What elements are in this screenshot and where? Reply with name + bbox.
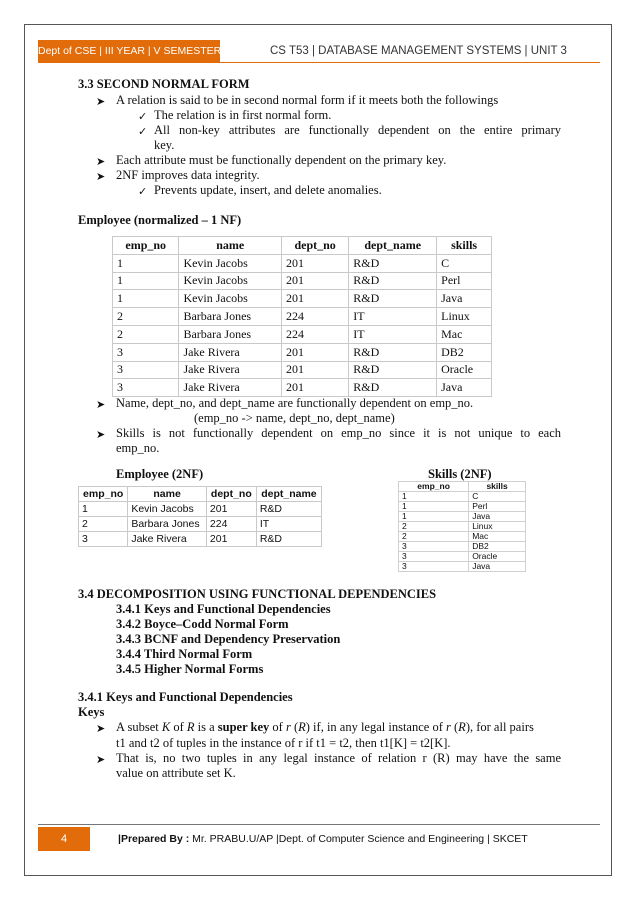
table-cell: Jake Rivera <box>179 379 282 397</box>
header-course-title: CS T53 | DATABASE MANAGEMENT SYSTEMS | UNIT 3 <box>270 45 567 57</box>
table-1nf-caption: Employee (normalized – 1 NF) <box>78 213 242 227</box>
table-cell: 3 <box>399 552 469 562</box>
table-cell: 2 <box>399 522 469 532</box>
arrow-bullet-icon: ➤ <box>96 171 106 183</box>
table-cell: Kevin Jacobs <box>179 290 282 308</box>
table-row <box>399 552 526 562</box>
arrow-bullet-icon: ➤ <box>96 156 106 168</box>
table-cell: R&D <box>349 361 437 379</box>
super-key-definition-continued: t1 and t2 of tuples in the instance of r if t1 = t2, then t1[K] = t2[K]. <box>116 736 451 750</box>
table-cell: 201 <box>206 502 256 517</box>
arrow-bullet-icon: ➤ <box>96 723 106 735</box>
skills-2nf-table <box>398 481 526 572</box>
table-cell: 201 <box>281 272 348 290</box>
table-row <box>399 522 526 532</box>
toc-item: 3.4.5 Higher Normal Forms <box>116 662 264 676</box>
table-cell: Mac <box>437 325 492 343</box>
section-heading-2nf: 3.3 SECOND NORMAL FORM <box>78 77 250 91</box>
table-row <box>113 325 492 343</box>
keys-subheading: Keys <box>78 705 105 719</box>
header-rule <box>38 62 600 63</box>
table-row <box>399 512 526 522</box>
table-cell: 3 <box>79 532 128 547</box>
column-header: dept_no <box>281 237 348 255</box>
toc-item: 3.4.3 BCNF and Dependency Preservation <box>116 632 341 646</box>
employee-2nf-caption: Employee (2NF) <box>116 467 204 481</box>
table-cell: R&D <box>349 343 437 361</box>
table-row <box>113 343 492 361</box>
header-dept-tab: Dept of CSE | III YEAR | V SEMESTER <box>38 40 220 62</box>
section-heading-decomposition: 3.4 DECOMPOSITION USING FUNCTIONAL DEPENDENCIES <box>78 587 437 601</box>
table-row <box>399 562 526 572</box>
table-row <box>399 502 526 512</box>
table-cell: Barbara Jones <box>179 325 282 343</box>
table-cell: 3 <box>113 379 179 397</box>
table-row <box>113 254 492 272</box>
table-cell: Perl <box>437 272 492 290</box>
footer-rule <box>38 824 600 825</box>
employee-1nf-table <box>112 236 492 397</box>
bullet-text: Skills is not functionally dependent on emp_no since it is not unique to each <box>116 426 561 440</box>
table-row <box>113 361 492 379</box>
table-row <box>113 290 492 308</box>
table-cell: 3 <box>113 361 179 379</box>
toc-item: 3.4.1 Keys and Functional Dependencies <box>116 602 331 616</box>
employee-2nf-table <box>78 486 322 547</box>
table-cell: 1 <box>399 512 469 522</box>
super-key-definition: A subset K of R is a super key of r (R) if, in any legal instance of r (R), for all pairs <box>116 720 534 734</box>
column-header: name <box>179 237 282 255</box>
table-cell: 224 <box>281 308 348 326</box>
table-header-row <box>113 237 492 255</box>
table-cell: 2 <box>79 517 128 532</box>
table-cell: 201 <box>281 343 348 361</box>
table-cell: DB2 <box>437 343 492 361</box>
table-row <box>399 542 526 552</box>
table-cell: 1 <box>79 502 128 517</box>
table-cell: C <box>437 254 492 272</box>
table-cell: 1 <box>113 254 179 272</box>
table-cell: Jake Rivera <box>128 532 207 547</box>
bullet-text-continued: value on attribute set K. <box>116 766 236 780</box>
arrow-bullet-icon: ➤ <box>96 96 106 108</box>
table-cell: Java <box>437 379 492 397</box>
table-row <box>113 272 492 290</box>
table-cell: R&D <box>256 502 321 517</box>
arrow-bullet-icon: ➤ <box>96 429 106 441</box>
table-cell: Jake Rivera <box>179 361 282 379</box>
column-header: skills <box>469 482 526 492</box>
table-cell: R&D <box>349 290 437 308</box>
check-text: The relation is in first normal form. <box>154 108 332 122</box>
table-cell: 224 <box>206 517 256 532</box>
table-row <box>113 379 492 397</box>
table-cell: R&D <box>349 379 437 397</box>
table-cell: DB2 <box>469 542 526 552</box>
table-cell: 2 <box>113 325 179 343</box>
table-row <box>79 517 322 532</box>
column-header: skills <box>437 237 492 255</box>
table-cell: 1 <box>113 290 179 308</box>
bullet-text-continued: emp_no. <box>116 441 160 455</box>
check-text: Prevents update, insert, and delete anomalies. <box>154 183 382 197</box>
checkmark-icon: ✓ <box>138 126 148 138</box>
table-cell: Barbara Jones <box>179 308 282 326</box>
table-row <box>79 502 322 517</box>
subsection-heading-keys: 3.4.1 Keys and Functional Dependencies <box>78 690 293 704</box>
table-cell: Linux <box>469 522 526 532</box>
arrow-bullet-icon: ➤ <box>96 754 106 766</box>
page-number: 4 <box>38 827 90 851</box>
column-header: emp_no <box>79 487 128 502</box>
table-cell: 3 <box>113 343 179 361</box>
table-cell: Barbara Jones <box>128 517 207 532</box>
table-cell: Jake Rivera <box>179 343 282 361</box>
table-cell: R&D <box>349 272 437 290</box>
bullet-text: Name, dept_no, and dept_name are functionally dependent on emp_no. <box>116 396 474 410</box>
table-cell: Kevin Jacobs <box>179 254 282 272</box>
table-cell: IT <box>349 308 437 326</box>
table-cell: Java <box>469 562 526 572</box>
table-row <box>399 492 526 502</box>
table-cell: Perl <box>469 502 526 512</box>
table-cell: 3 <box>399 542 469 552</box>
table-cell: Mac <box>469 532 526 542</box>
table-cell: Oracle <box>469 552 526 562</box>
table-cell: Kevin Jacobs <box>128 502 207 517</box>
table-cell: 201 <box>281 379 348 397</box>
table-row <box>79 532 322 547</box>
check-text-continued: key. <box>154 138 175 152</box>
table-cell: 201 <box>281 361 348 379</box>
table-cell: IT <box>349 325 437 343</box>
column-header: emp_no <box>113 237 179 255</box>
checkmark-icon: ✓ <box>138 111 148 123</box>
column-header: name <box>128 487 207 502</box>
table-header-row <box>79 487 322 502</box>
column-header: dept_name <box>349 237 437 255</box>
toc-item: 3.4.4 Third Normal Form <box>116 647 253 661</box>
table-cell: C <box>469 492 526 502</box>
bullet-text: That is, no two tuples in any legal instance of relation r (R) may have the same <box>116 751 561 765</box>
table-cell: Java <box>469 512 526 522</box>
column-header: emp_no <box>399 482 469 492</box>
column-header: dept_no <box>206 487 256 502</box>
bullet-text: Each attribute must be functionally dependent on the primary key. <box>116 153 447 167</box>
table-cell: Oracle <box>437 361 492 379</box>
toc-item: 3.4.2 Boyce–Codd Normal Form <box>116 617 289 631</box>
table-cell: 2 <box>399 532 469 542</box>
column-header: dept_name <box>256 487 321 502</box>
table-cell: 1 <box>399 492 469 502</box>
checkmark-icon: ✓ <box>138 186 148 198</box>
table-cell: 201 <box>281 290 348 308</box>
table-cell: Linux <box>437 308 492 326</box>
table-cell: 201 <box>281 254 348 272</box>
table-cell: Java <box>437 290 492 308</box>
footer-credit: |Prepared By : Mr. PRABU.U/AP |Dept. of Computer Science and Engineering | SKCET <box>118 833 528 845</box>
table-cell: 1 <box>399 502 469 512</box>
table-cell: 224 <box>281 325 348 343</box>
bullet-text: A relation is said to be in second normal form if it meets both the followings <box>116 93 499 107</box>
dependency-notation: (emp_no -> name, dept_no, dept_name) <box>194 411 395 425</box>
table-cell: R&D <box>256 532 321 547</box>
bullet-text: 2NF improves data integrity. <box>116 168 260 182</box>
table-cell: 2 <box>113 308 179 326</box>
table-cell: 201 <box>206 532 256 547</box>
table-cell: 1 <box>113 272 179 290</box>
table-row <box>113 308 492 326</box>
skills-2nf-caption: Skills (2NF) <box>428 467 492 481</box>
table-cell: R&D <box>349 254 437 272</box>
table-cell: Kevin Jacobs <box>179 272 282 290</box>
table-header-row <box>399 482 526 492</box>
check-text: All non-key attributes are functionally dependent on the entire primary <box>154 123 561 137</box>
arrow-bullet-icon: ➤ <box>96 399 106 411</box>
table-cell: IT <box>256 517 321 532</box>
table-row <box>399 532 526 542</box>
table-cell: 3 <box>399 562 469 572</box>
